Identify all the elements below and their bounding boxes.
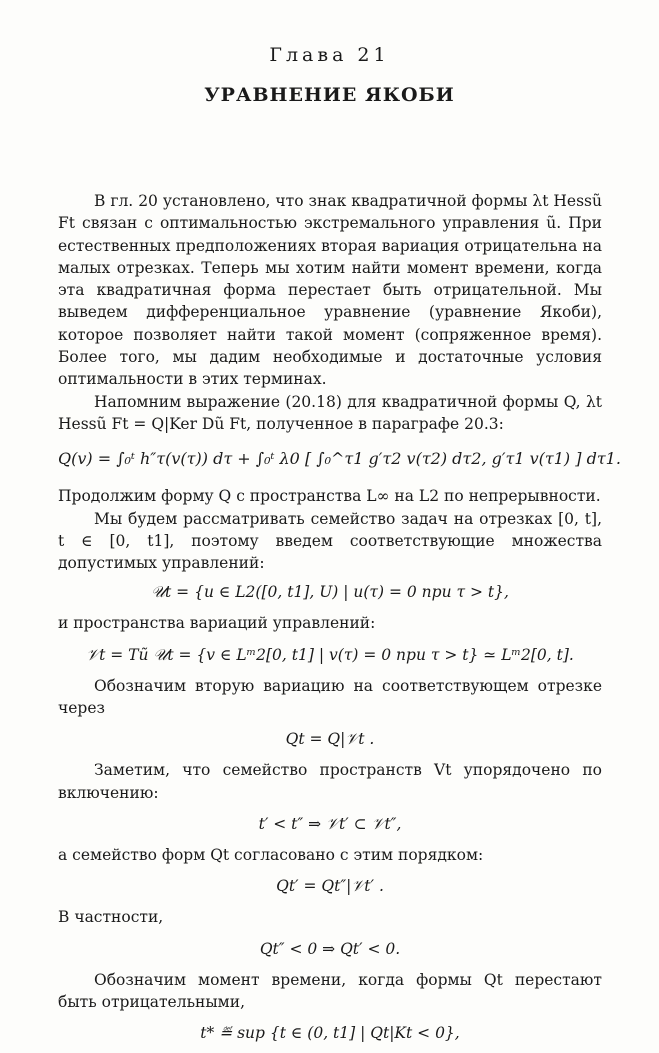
- family-paragraph: Мы будем рассматривать семейство задач на отрезках [0, t], t ∈ [0, t1], поэтому введем соответствующие множества допустимых управлений:: [58, 509, 602, 573]
- particular-paragraph: В частности,: [58, 908, 164, 927]
- formula-q-t: Qt = Q|𝒱t .: [285, 730, 375, 749]
- second-variation-paragraph: Обозначим вторую вариацию на соответствующем отрезке через: [58, 676, 602, 718]
- chapter-body: [58, 190, 621, 1053]
- formula-negativity: Qt″ < 0 ⇒ Qt′ < 0.: [259, 939, 401, 958]
- formula-t-star: t* ≝ sup {t ∈ (0, t1] | Qt|Kt < 0},: [200, 1024, 460, 1043]
- chapter-title: УРАВНЕНИЕ ЯКОБИ: [204, 84, 455, 106]
- formula-restriction: Qt′ = Qt″|𝒱t′ .: [276, 877, 384, 896]
- extension-paragraph: Продолжим форму Q с пространства L∞ на L2 по непрерывности.: [58, 487, 601, 506]
- variations-paragraph: и пространства вариаций управлений:: [58, 614, 376, 633]
- formula-admissible-controls: 𝒰t = {u ∈ L2([0, t1], U) | u(τ) = 0 при τ > t},: [151, 583, 509, 602]
- chapter-number: Глава 21: [269, 44, 390, 66]
- ordering-paragraph: Заметим, что семейство пространств Vt упорядочено по включению:: [58, 761, 602, 802]
- intro-paragraph: В гл. 20 установлено, что знак квадратичной формы λt Hessũ Ft связан с оптимальностью экстремального управления ũ. При естественных предположениях вторая вариация отрицательна на малых отрезках. Теперь мы хотим найти момент времени, когда эта квадратичная форма перестает быть отрицательной. Мы выведем дифференциальное уравнение (уравнение Якоби), которое позволяет найти такой момент (сопряженное время). Более того, мы дадим необходимые и достаточные условия оптимальности в этих терминах.: [58, 192, 602, 389]
- consistency-paragraph: а семейство форм Qt согласовано с этим порядком:: [58, 845, 484, 864]
- recall-paragraph: Напомним выражение (20.18) для квадратичной формы Q, λt Hessũ Ft = Q|Ker Dũ Ft, полученное в параграфе 20.3:: [58, 392, 602, 433]
- formula-q-integral: Q(v) = ∫₀ᵗ h″τ(v(τ)) dτ + ∫₀ᵗ λ0 [ ∫₀^τ1 g′τ2 v(τ2) dτ2, g′τ1 v(τ1) ] dτ1.: [58, 449, 621, 469]
- formula-inclusion: t′ < t″ ⇒ 𝒱t′ ⊂ 𝒱t″,: [258, 814, 402, 833]
- formula-variation-space: 𝒱t = Tũ 𝒰t = {v ∈ Lᵐ2[0, t1] | v(τ) = 0 при τ > t} ≃ Lᵐ2[0, t].: [86, 645, 574, 664]
- conjugate-time-paragraph: Обозначим момент времени, когда формы Qt перестают быть отрицательными,: [58, 970, 602, 1011]
